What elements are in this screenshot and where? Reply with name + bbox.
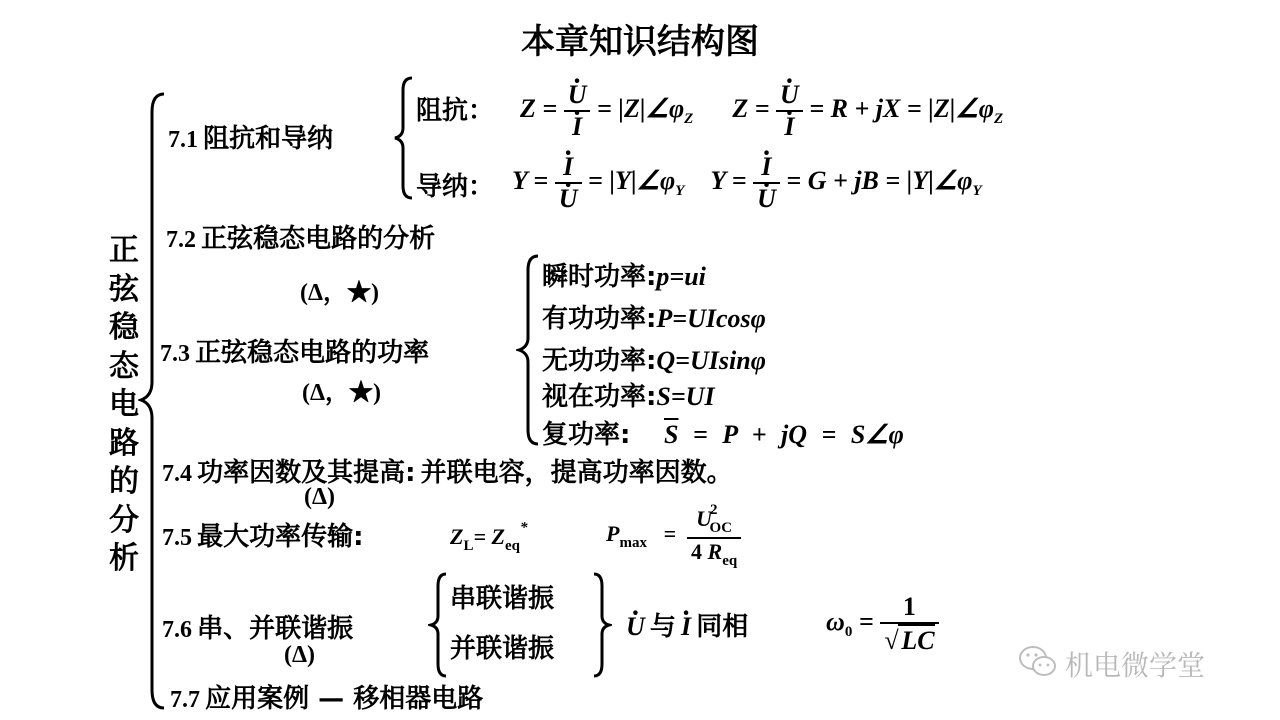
- power-item: 复功率:: [542, 420, 631, 450]
- power-item: 无功功率:Q=UIsinφ: [542, 346, 766, 376]
- section-7-4: [162, 452, 733, 489]
- section-number: 7.6: [162, 617, 192, 643]
- section-number: 7.7: [170, 687, 200, 713]
- brace-7-1: [392, 76, 416, 200]
- wechat-icon: [1018, 644, 1058, 680]
- page-title: 本章知识结构图: [521, 22, 759, 62]
- importance-mark: (Δ): [304, 484, 336, 510]
- section-description: 并联电容，提高功率因数。: [420, 458, 733, 488]
- admittance-formula: Y = · I · U = $|Y|\angle\varphi_Y$ Y = · I · U = G + jB = $|Y|\angle\varphi_Y$: [512, 152, 982, 214]
- section-title: 串、并联谐振: [197, 614, 354, 644]
- importance-mark: (Δ): [284, 642, 316, 668]
- importance-mark: (Δ，★): [302, 380, 382, 406]
- section-title: 阻抗和导纳: [203, 124, 334, 154]
- parallel-resonance: 并联谐振: [450, 634, 555, 664]
- section-7-5: [162, 516, 364, 553]
- section-number: 7.5: [162, 525, 192, 551]
- power-item: 视在功率:S=UI: [542, 382, 715, 412]
- section-title: 正弦稳态电路的功率: [195, 338, 430, 368]
- impedance-row: [416, 90, 494, 127]
- section-title: 功率因数及其提高:: [197, 458, 416, 488]
- section-number: 7.2: [166, 227, 196, 253]
- matching-formula: $Z_L= Z_{eq}^*$: [450, 520, 528, 554]
- power-item: 有功功率:P=UIcosφ: [542, 304, 766, 334]
- brace-7-6-right: [590, 572, 612, 678]
- section-number: 7.4: [162, 461, 192, 487]
- watermark-text: 机电微学堂: [1065, 649, 1206, 682]
- section-title: 正弦稳态电路的分析: [201, 224, 436, 254]
- section-7-3: [160, 332, 429, 369]
- section-title: 应用案例 — 移相器电路: [205, 684, 484, 714]
- admittance-row: [416, 166, 494, 203]
- complex-power-formula: $\overline{S} = P$ + jQ = S∠φ: [664, 420, 904, 449]
- section-7-6: [162, 608, 353, 645]
- brace-7-6-left: [428, 572, 450, 678]
- power-item: 瞬时功率:p=ui: [542, 262, 706, 292]
- importance-mark: (Δ，★): [300, 280, 380, 306]
- section-number: 7.1: [168, 127, 198, 153]
- impedance-formula: Z = · U · I = $|Z|\angle\varphi_Z$ Z = · U · I = R + jX = $|Z|\angle\varphi_Z$: [520, 80, 1003, 142]
- same-phase-statement: · U 与 · I 同相: [626, 606, 748, 643]
- vertical-chapter-label: 正弦稳态电路的分析: [109, 233, 139, 576]
- section-7-2: [166, 218, 435, 255]
- impedance-label: 阻抗：: [416, 96, 495, 126]
- section-number: 7.3: [160, 341, 190, 367]
- section-7-1: [168, 118, 333, 155]
- pmax-formula: $P_{max}$ = $\frac{U^2_{OC}}{4 R_{eq}}$: [606, 502, 741, 570]
- section-7-7: [170, 678, 483, 715]
- resonance-frequency-formula: $\omega_0$ = $\frac{1}{√ LC}$: [826, 592, 939, 656]
- brace-7-3: [516, 254, 542, 446]
- series-resonance: 串联谐振: [450, 584, 555, 614]
- admittance-label: 导纳：: [416, 172, 495, 202]
- section-title: 最大功率传输:: [197, 522, 364, 552]
